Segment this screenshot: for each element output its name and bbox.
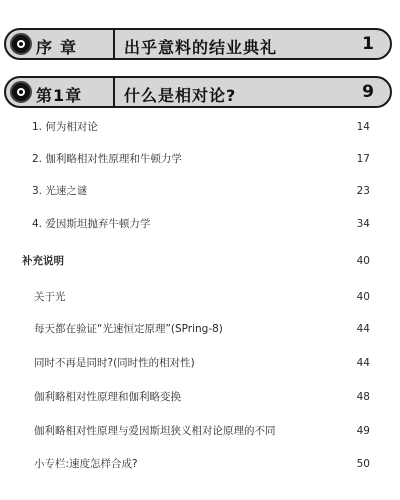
chapter-title: 什么是相对论? bbox=[124, 86, 237, 105]
toc-entry-page: 14 bbox=[356, 121, 370, 133]
toc-entry-label: 伽利略相对性原理与爱因斯坦狭义相对论原理的不同 bbox=[34, 425, 276, 437]
chapter-page-number: 9 bbox=[362, 82, 374, 102]
toc-entry[interactable] bbox=[0, 118, 400, 136]
banner-divider bbox=[113, 78, 115, 106]
toc-entry-page: 34 bbox=[356, 218, 370, 230]
toc-entry-page: 44 bbox=[356, 357, 370, 369]
toc-entry[interactable] bbox=[0, 182, 400, 200]
chapter-label: 第1章 bbox=[36, 86, 83, 105]
chapter-page-number: 1 bbox=[362, 34, 374, 54]
toc-entry-page: 23 bbox=[356, 185, 370, 197]
toc-entry-label: 小专栏:速度怎样合成? bbox=[34, 458, 138, 470]
toc-entry-page: 17 bbox=[356, 153, 370, 165]
toc-section[interactable] bbox=[0, 252, 400, 270]
toc-entry-label: 每天都在验证“光速恒定原理”(SPring-8) bbox=[34, 323, 223, 335]
toc-entry-label: 关于光 bbox=[34, 291, 66, 303]
toc-entry[interactable] bbox=[0, 354, 400, 372]
toc-entry[interactable] bbox=[0, 320, 400, 338]
film-reel-icon bbox=[10, 33, 32, 55]
film-reel-icon bbox=[10, 81, 32, 103]
chapter-label: 序章 bbox=[36, 38, 85, 57]
prologue-banner[interactable] bbox=[4, 28, 392, 60]
toc-entry-label: 4. 爱因斯坦抛弃牛顿力学 bbox=[32, 218, 151, 230]
toc-entry-label: 1. 何为相对论 bbox=[32, 121, 98, 133]
toc-entry-label: 伽利略相对性原理和伽利略变换 bbox=[34, 391, 181, 403]
toc-entry[interactable] bbox=[0, 288, 400, 306]
toc-entry-label: 同时不再是同时?(同时性的相对性) bbox=[34, 357, 195, 369]
toc-entry[interactable] bbox=[0, 215, 400, 233]
banner-divider bbox=[113, 30, 115, 58]
toc-entry-page: 50 bbox=[356, 458, 370, 470]
toc-entry-page: 44 bbox=[356, 323, 370, 335]
toc-entry[interactable] bbox=[0, 388, 400, 406]
toc-entry-label: 2. 伽利略相对性原理和牛顿力学 bbox=[32, 153, 182, 165]
chapter-1-banner[interactable] bbox=[4, 76, 392, 108]
toc-entry-page: 49 bbox=[356, 425, 370, 437]
toc-entry[interactable] bbox=[0, 150, 400, 168]
toc-entry-page: 40 bbox=[356, 255, 370, 267]
toc-entry-label: 3. 光速之谜 bbox=[32, 185, 88, 197]
toc-entry-page: 40 bbox=[356, 291, 370, 303]
toc-entry-page: 48 bbox=[356, 391, 370, 403]
toc-entry[interactable] bbox=[0, 455, 400, 473]
toc-entry[interactable] bbox=[0, 422, 400, 440]
toc-section-label: 补充说明 bbox=[22, 255, 64, 267]
chapter-title: 出乎意料的结业典礼 bbox=[124, 38, 278, 57]
